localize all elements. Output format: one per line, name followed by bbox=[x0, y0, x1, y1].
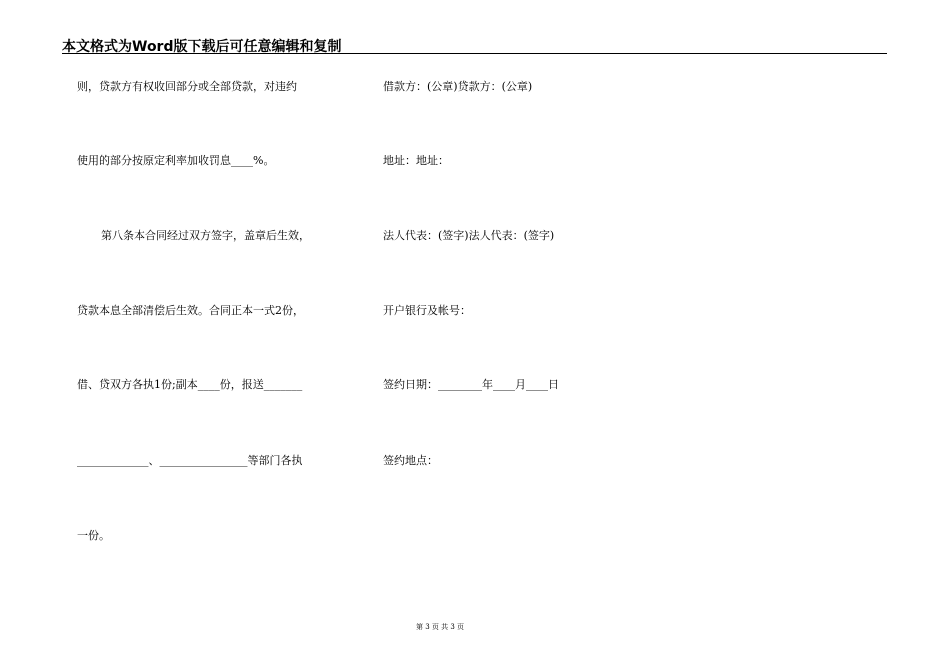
page-number-footer: 第 3 页 共 3 页 bbox=[415, 623, 465, 631]
signing-place-line: 签约地点： bbox=[383, 454, 438, 467]
legal-representative-line: 法人代表：(签字)法人代表：(签字) bbox=[383, 229, 555, 242]
left-line-1: 则，贷款方有权收回部分或全部贷款，对违约 bbox=[77, 80, 297, 93]
left-line-5: 借、贷双方各执1份;副本____份，报送_______ bbox=[77, 378, 303, 391]
left-line-2: 使用的部分按原定利率加收罚息____%。 bbox=[77, 154, 275, 167]
signing-date-line: 签约日期：________年____月____日 bbox=[383, 378, 559, 391]
document-header-title: 本文格式为Word版下载后可任意编辑和复制 bbox=[62, 39, 342, 55]
left-line-7: 一份。 bbox=[77, 529, 110, 542]
borrower-lender-seal-line: 借款方：(公章)贷款方：(公章) bbox=[383, 80, 533, 93]
bank-account-line: 开户银行及帐号： bbox=[383, 304, 471, 317]
left-line-3: 第八条本合同经过双方签字，盖章后生效， bbox=[101, 229, 310, 242]
address-line: 地址：地址： bbox=[383, 154, 449, 167]
left-line-4: 贷款本息全部清偿后生效。合同正本一式2份， bbox=[77, 304, 304, 317]
left-line-6: _____________、________________等部门各执 bbox=[77, 454, 303, 467]
header-divider bbox=[62, 53, 887, 54]
